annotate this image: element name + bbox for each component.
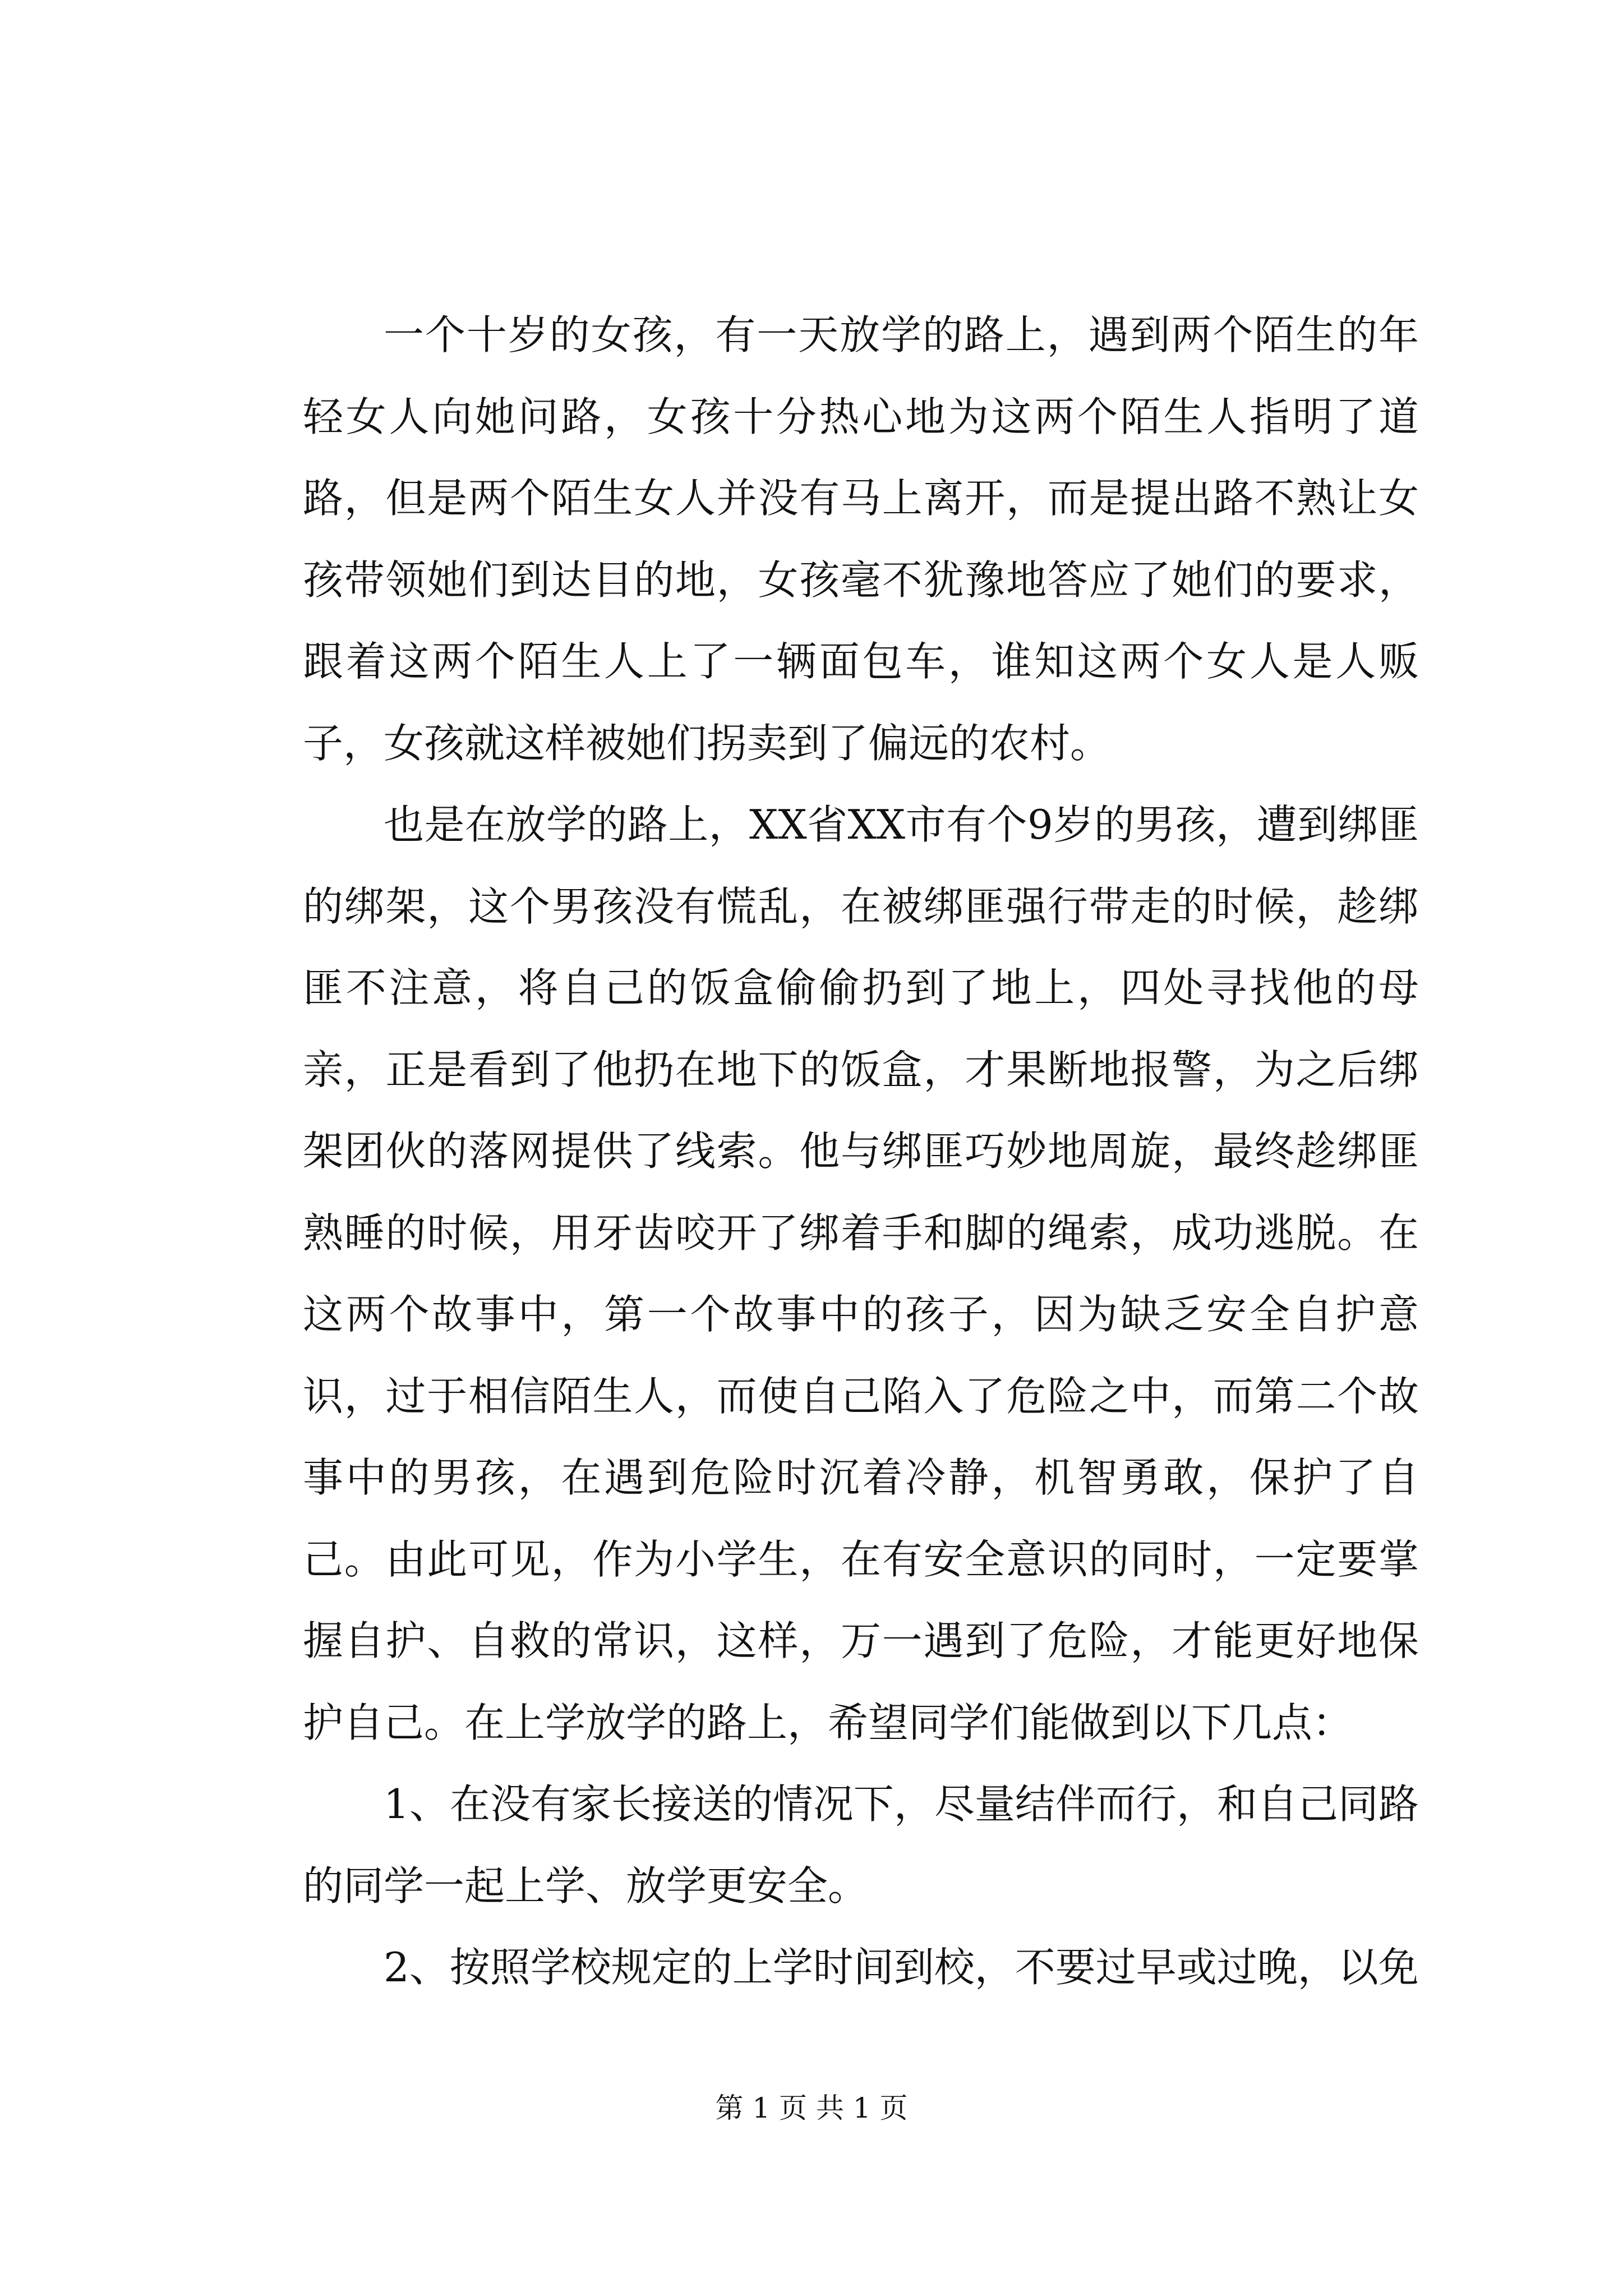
paragraph-tip-two: 2、按照学校规定的上学时间到校，不要过早或过晚，以免	[384, 1944, 1419, 1991]
document-body	[303, 295, 1419, 2009]
page-footer	[0, 2091, 1623, 2125]
paragraph-tip-one: 1、在没有家长接送的情况下，尽量结伴而行，和自己同路的同学一起上学、放学更安全。	[303, 1780, 1419, 1910]
paragraph-story-one: 一个十岁的女孩，有一天放学的路上，遇到两个陌生的年轻女人向她问路，女孩十分热心地为这两个陌生人指明了道路，但是两个陌生女人并没有马上离开，而是提出路不熟让女孩带领她们到达目的地，女孩毫不犹豫地答应了她们的要求，跟着这两个陌生人上了一辆面包车，谁知这两个女人是人贩子，女孩就这样被她们拐卖到了偏远的农村。	[303, 311, 1419, 767]
page-number-label: 第 1 页 共 1 页	[715, 2092, 908, 2124]
paragraph-story-two: 也是在放学的路上，XX省XX市有个9岁的男孩，遭到绑匪的绑架，这个男孩没有慌乱，在被绑匪强行带走的时候，趁绑匪不注意，将自己的饭盒偷偷扔到了地上，四处寻找他的母亲，正是看到了他扔在地下的饭盒，才果断地报警，为之后绑架团伙的落网提供了线索。他与绑匪巧妙地周旋，最终趁绑匪熟睡的时候，用牙齿咬开了绑着手和脚的绳索，成功逃脱。在这两个故事中，第一个故事中的孩子，因为缺乏安全自护意识，过于相信陌生人，而使自己陷入了危险之中，而第二个故事中的男孩，在遇到危险时沉着冷静，机智勇敢，保护了自己。由此可见，作为小学生，在有安全意识的同时，一定要掌握自护、自救的常识，这样，万一遇到了危险，才能更好地保护自己。在上学放学的路上，希望同学们能做到以下几点：	[303, 801, 1419, 1746]
